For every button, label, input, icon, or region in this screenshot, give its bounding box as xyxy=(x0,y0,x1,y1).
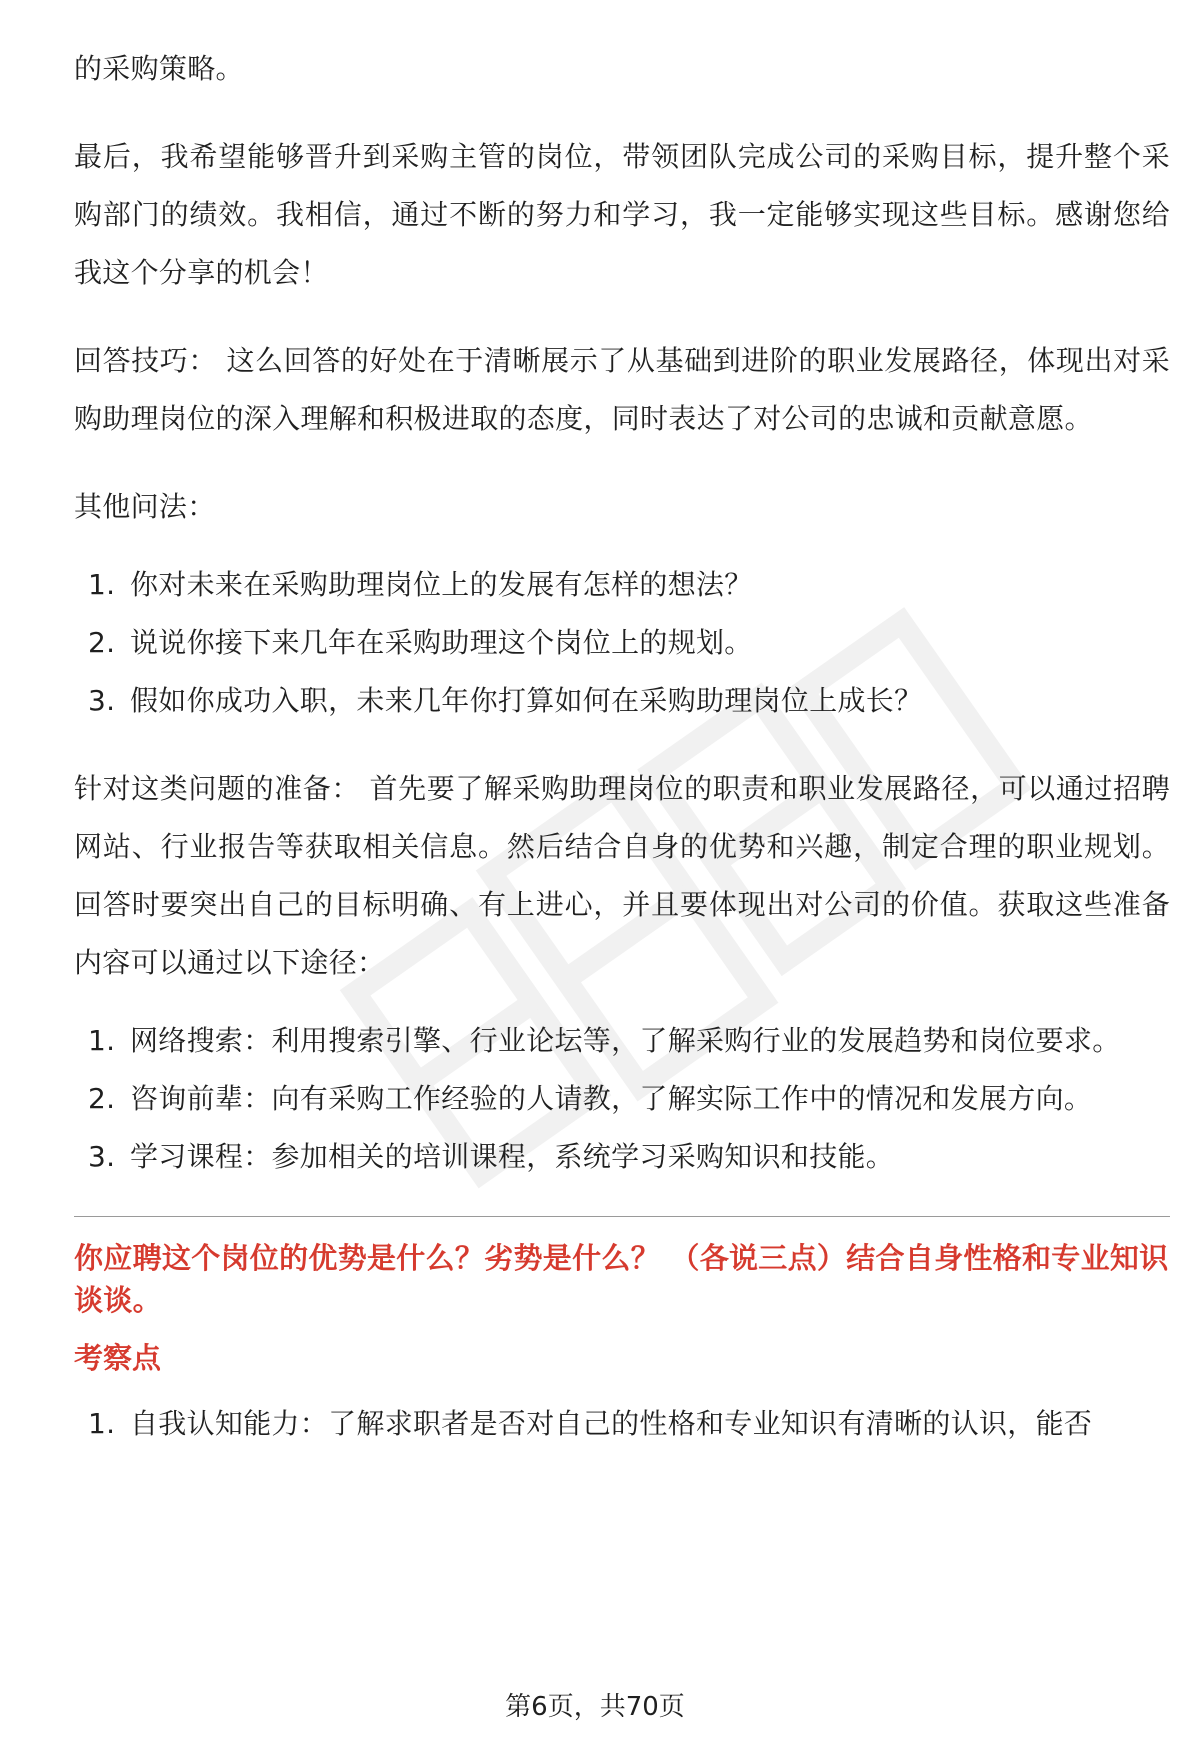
list-item xyxy=(74,556,1170,614)
list-item-text: 咨询前辈：向有采购工作经验的人请教，了解实际工作中的情况和发展方向。 xyxy=(130,1082,1093,1115)
list-item-text: 假如你成功入职，未来几年你打算如何在采购助理岗位上成长？ xyxy=(130,684,923,717)
list-item xyxy=(74,1128,1170,1186)
list-item-text: 你对未来在采购助理岗位上的发展有怎样的想法？ xyxy=(130,568,753,601)
list-item-text: 自我认知能力：了解求职者是否对自己的性格和专业知识有清晰的认识，能否 xyxy=(130,1407,1093,1440)
closing-paragraph: 最后，我希望能够晋升到采购主管的岗位，带领团队完成公司的采购目标，提升整个采购部门的绩效。我相信，通过不断的努力和学习，我一定能够实现这些目标。感谢您给我这个分享的机会！ xyxy=(74,140,1170,289)
intro-tail: 的采购策略。 xyxy=(74,52,244,85)
list-item-number: 1. xyxy=(88,568,116,601)
list-item-text: 网络搜索：利用搜索引擎、行业论坛等，了解采购行业的发展趋势和岗位要求。 xyxy=(130,1024,1121,1057)
list-item-number: 2. xyxy=(88,1082,116,1115)
list-item xyxy=(74,614,1170,672)
list-item-number: 1. xyxy=(88,1407,116,1440)
main-content xyxy=(74,40,1170,1483)
question-title: 你应聘这个岗位的优势是什么？劣势是什么？ （各说三点）结合自身性格和专业知识谈谈。 xyxy=(74,1241,1169,1317)
list-item-text: 说说你接下来几年在采购助理这个岗位上的规划。 xyxy=(130,626,753,659)
page-footer: 第6页，共70页 xyxy=(505,1692,685,1722)
list-item-number: 3. xyxy=(88,1140,116,1173)
section-divider xyxy=(74,1216,1170,1217)
assessment-points-list xyxy=(74,1395,1170,1453)
list-item xyxy=(74,1070,1170,1128)
list-item xyxy=(74,1395,1170,1453)
list-item-number: 3. xyxy=(88,684,116,717)
list-item-text: 学习课程：参加相关的培训课程，系统学习采购知识和技能。 xyxy=(130,1140,895,1173)
assessment-points-heading: 考察点 xyxy=(74,1341,162,1375)
list-item-number: 1. xyxy=(88,1024,116,1057)
preparation-ways-list xyxy=(74,1012,1170,1186)
list-item xyxy=(74,1012,1170,1070)
answer-tip: 回答技巧： 这么回答的好处在于清晰展示了从基础到进阶的职业发展路径，体现出对采购助理岗位的深入理解和积极进取的态度，同时表达了对公司的忠诚和贡献意愿。 xyxy=(74,344,1170,435)
other-questions-heading: 其他问法： xyxy=(74,490,216,523)
preparation-paragraph: 针对这类问题的准备： 首先要了解采购助理岗位的职责和职业发展路径，可以通过招聘网站、行业报告等获取相关信息。然后结合自身的优势和兴趣，制定合理的职业规划。回答时要突出自己的目标明确、有上进心，并且要体现出对公司的价值。获取这些准备内容可以通过以下途径： xyxy=(74,772,1170,979)
list-item-number: 2. xyxy=(88,626,116,659)
other-questions-list xyxy=(74,556,1170,730)
list-item xyxy=(74,672,1170,730)
